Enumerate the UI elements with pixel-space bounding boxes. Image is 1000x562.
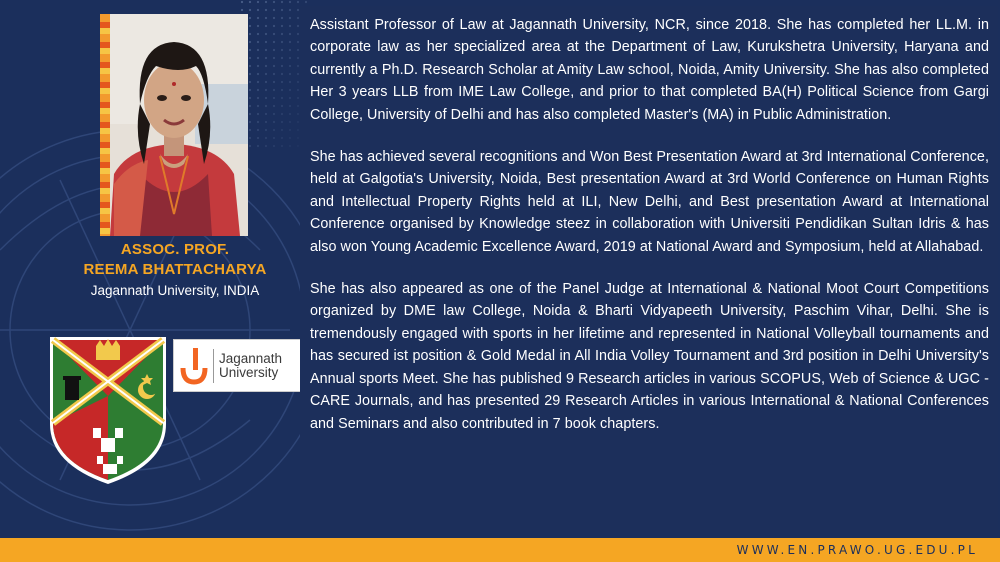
biography-panel <box>300 6 998 533</box>
logo-text-line2: University <box>219 364 279 380</box>
footer-bar <box>0 538 1000 562</box>
footer-website-link[interactable]: WWW.EN.PRAWO.UG.EDU.PL <box>736 543 978 557</box>
profile-photo <box>100 14 248 236</box>
crest-emblem <box>47 334 169 486</box>
bio-paragraph: She has achieved several recognitions and Won Best Presentation Award at 3rd International Conference, held at Galgotia's University, Noida, Best presentation Award at 3rd World Conference on Human Rights and Intellectual Property Rights held at ILI, New Delhi, and Best presentation Award at International Conference organised by Knowledge steez in collaboration with Universiti Pendidikan Sultan Idris & has also won Young Academic Excellence Award, 2019 at National Award and Symposium, held at Allahabad. <box>310 149 989 255</box>
bio-paragraph: She has also appeared as one of the Panel Judge at International & National Moot Court Competitions organized by DME law College, Noida & Bharti Vidyapeeth University, Paschim Vihar, Delhi. She is tremendously engaged with sports in her lifetime and represented in National Volleyball tournaments and has secured ist position & Gold Medal in All India Volley Tournament and 3rd position in Delhi University's Annual sports Meet. She has published 9 Research articles in various SCOPUS, Web of Science & UGC - CARE Journals, and has presented 29 Research Articles in various International & National Conferences and Seminars and also contributed in 7 book chapters. <box>310 281 989 432</box>
profile-name-block <box>60 240 290 301</box>
profile-title-line2: REEMA BHATTACHARYA <box>83 261 267 278</box>
logo-divider <box>213 349 214 383</box>
jagannath-logo-icon <box>180 346 208 386</box>
photo-garland-border <box>100 14 110 236</box>
jagannath-university-logo <box>173 339 304 392</box>
logo-text-line1: Jagannath <box>219 350 283 366</box>
profile-affiliation: Jagannath University, INDIA <box>90 283 260 298</box>
profile-title-line1: ASSOC. PROF. <box>120 241 230 258</box>
bio-paragraph: Assistant Professor of Law at Jagannath University, NCR, since 2018. She has completed her LL.M. in corporate law as her specialized area at the Department of Law, Kurukshetra University, Haryana and currently a Ph.D. Research Scholar at Amity Law school, Noida, Amity University. She has also completed Her 3 years LLB from IME Law College, and prior to that completed BA(H) Political Science from Gargi College, University of Delhi and has also completed Master's (MA) in Public Administration. <box>310 17 989 123</box>
